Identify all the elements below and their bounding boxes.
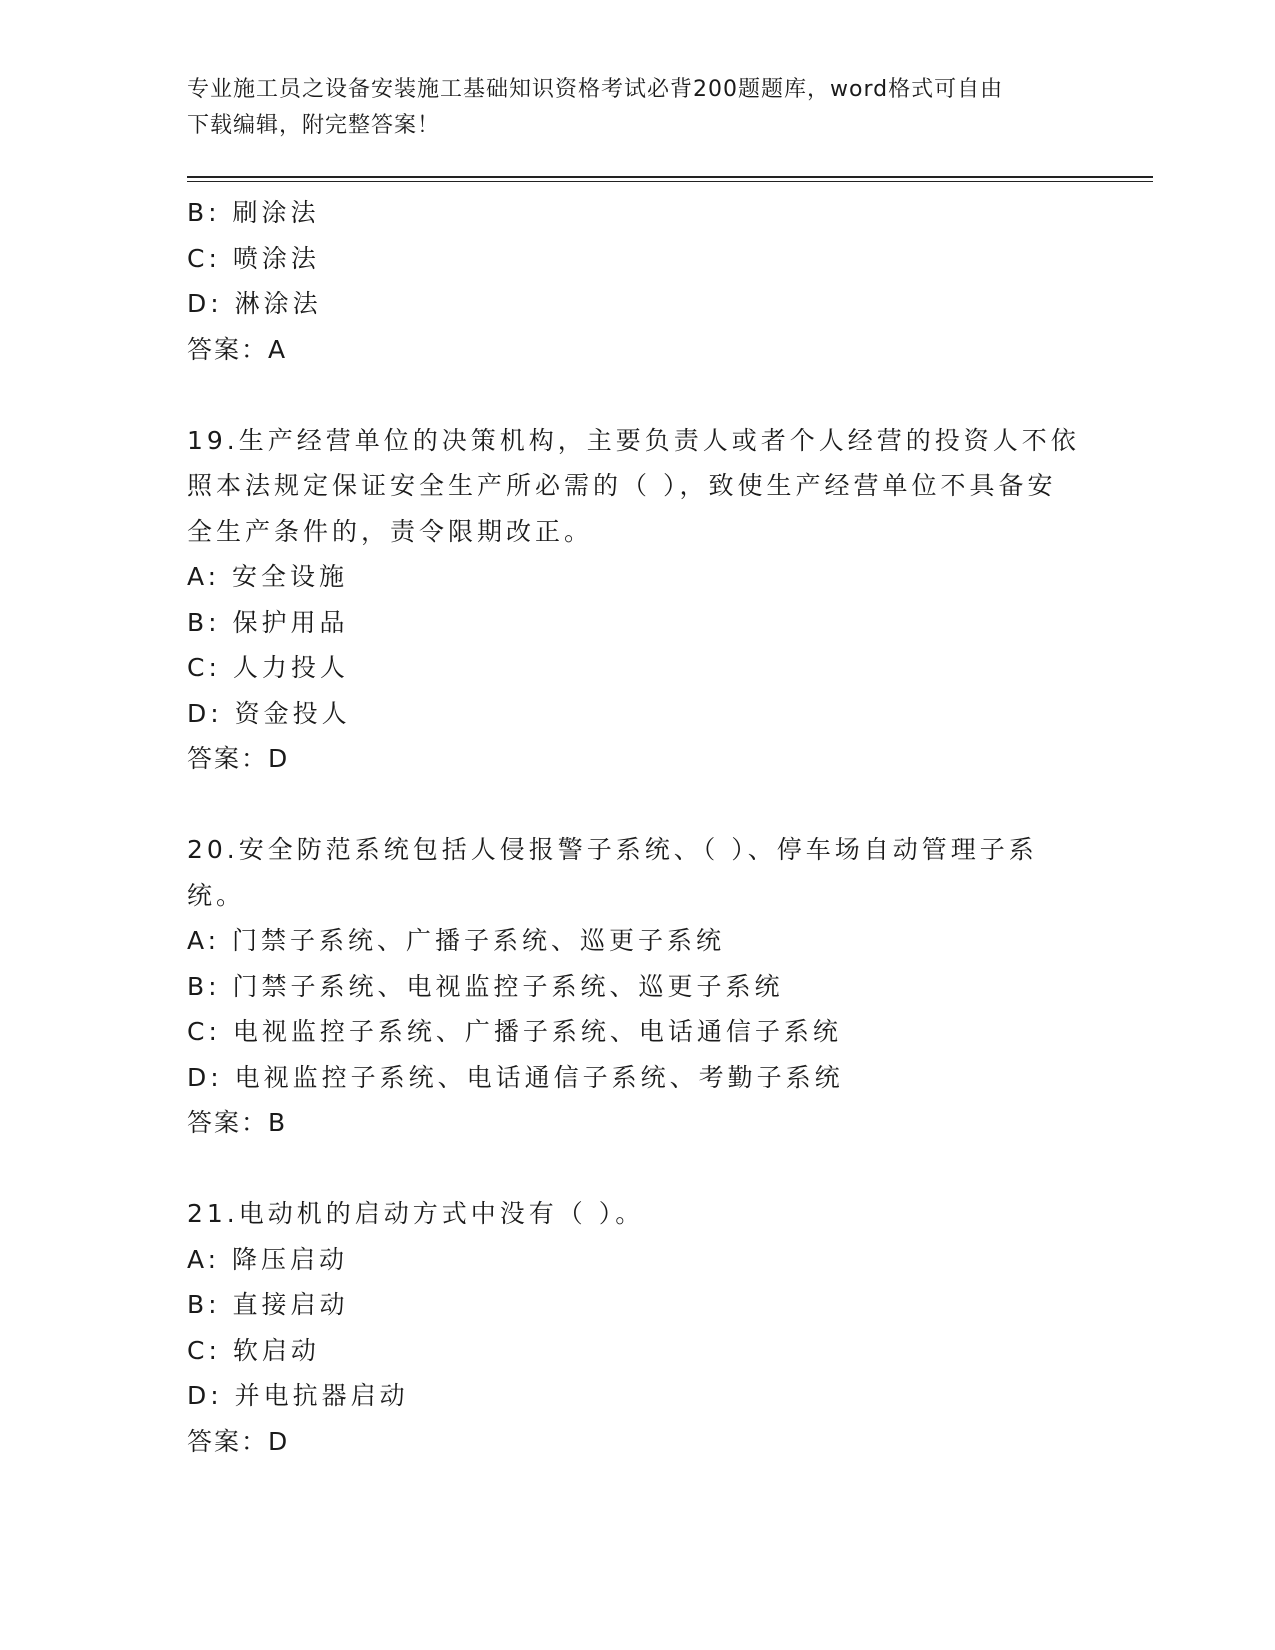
question-text-line: 20.安全防范系统包括人侵报警子系统、（ ）、停车场自动管理子系 [187, 835, 1038, 864]
option-a: A: 安全设施 [187, 562, 349, 591]
option-b: B: 直接启动 [187, 1290, 349, 1319]
header-divider-thin [187, 181, 1153, 182]
option-a: A: 门禁子系统、广播子系统、巡更子系统 [187, 926, 726, 955]
header-divider-thick [187, 176, 1153, 178]
header-line-1: 专业施工员之设备安装施工基础知识资格考试必背200题题库，word格式可自由 [187, 77, 1004, 102]
option-c: C: 人力投人 [187, 653, 349, 682]
option-a: A: 降压启动 [187, 1244, 349, 1274]
question-text-line: 19.生产经营单位的决策机构，主要负责人或者个人经营的投资人不依 [187, 425, 1080, 455]
question-text-line: 统。 [187, 880, 246, 910]
question-21 [187, 1191, 1087, 1464]
spacer [187, 372, 1087, 418]
option-c: C: 喷涂法 [187, 243, 320, 273]
option-c: C: 电视监控子系统、广播子系统、电话通信子系统 [187, 1017, 842, 1046]
question-19 [187, 418, 1087, 782]
question-text-line: 全生产条件的，责令限期改正。 [187, 516, 594, 546]
question-list [187, 190, 1087, 1464]
question-text-line: 21.电动机的启动方式中没有（ ）。 [187, 1199, 645, 1228]
spacer [187, 782, 1087, 828]
option-d: D: 资金投人 [187, 698, 351, 728]
document-header [187, 72, 1067, 144]
answer: 答案：D [187, 744, 290, 773]
spacer [187, 1146, 1087, 1192]
question-18-tail [187, 190, 1087, 372]
question-20 [187, 827, 1087, 1146]
option-b: B: 门禁子系统、电视监控子系统、巡更子系统 [187, 971, 784, 1001]
header-line-2: 下载编辑，附完整答案！ [187, 113, 441, 138]
option-b: B: 保护用品 [187, 607, 349, 637]
option-d: D: 电视监控子系统、电话通信子系统、考勤子系统 [187, 1062, 844, 1092]
option-b: B: 刷涂法 [187, 198, 320, 227]
option-d: D: 并电抗器启动 [187, 1381, 409, 1410]
option-c: C: 软启动 [187, 1335, 320, 1365]
answer: 答案：D [187, 1426, 290, 1456]
option-d: D: 淋涂法 [187, 289, 322, 318]
answer: 答案：B [187, 1108, 288, 1137]
answer: 答案：A [187, 334, 288, 364]
question-text-line: 照本法规定保证安全生产所必需的（ ），致使生产经营单位不具备安 [187, 471, 1057, 500]
